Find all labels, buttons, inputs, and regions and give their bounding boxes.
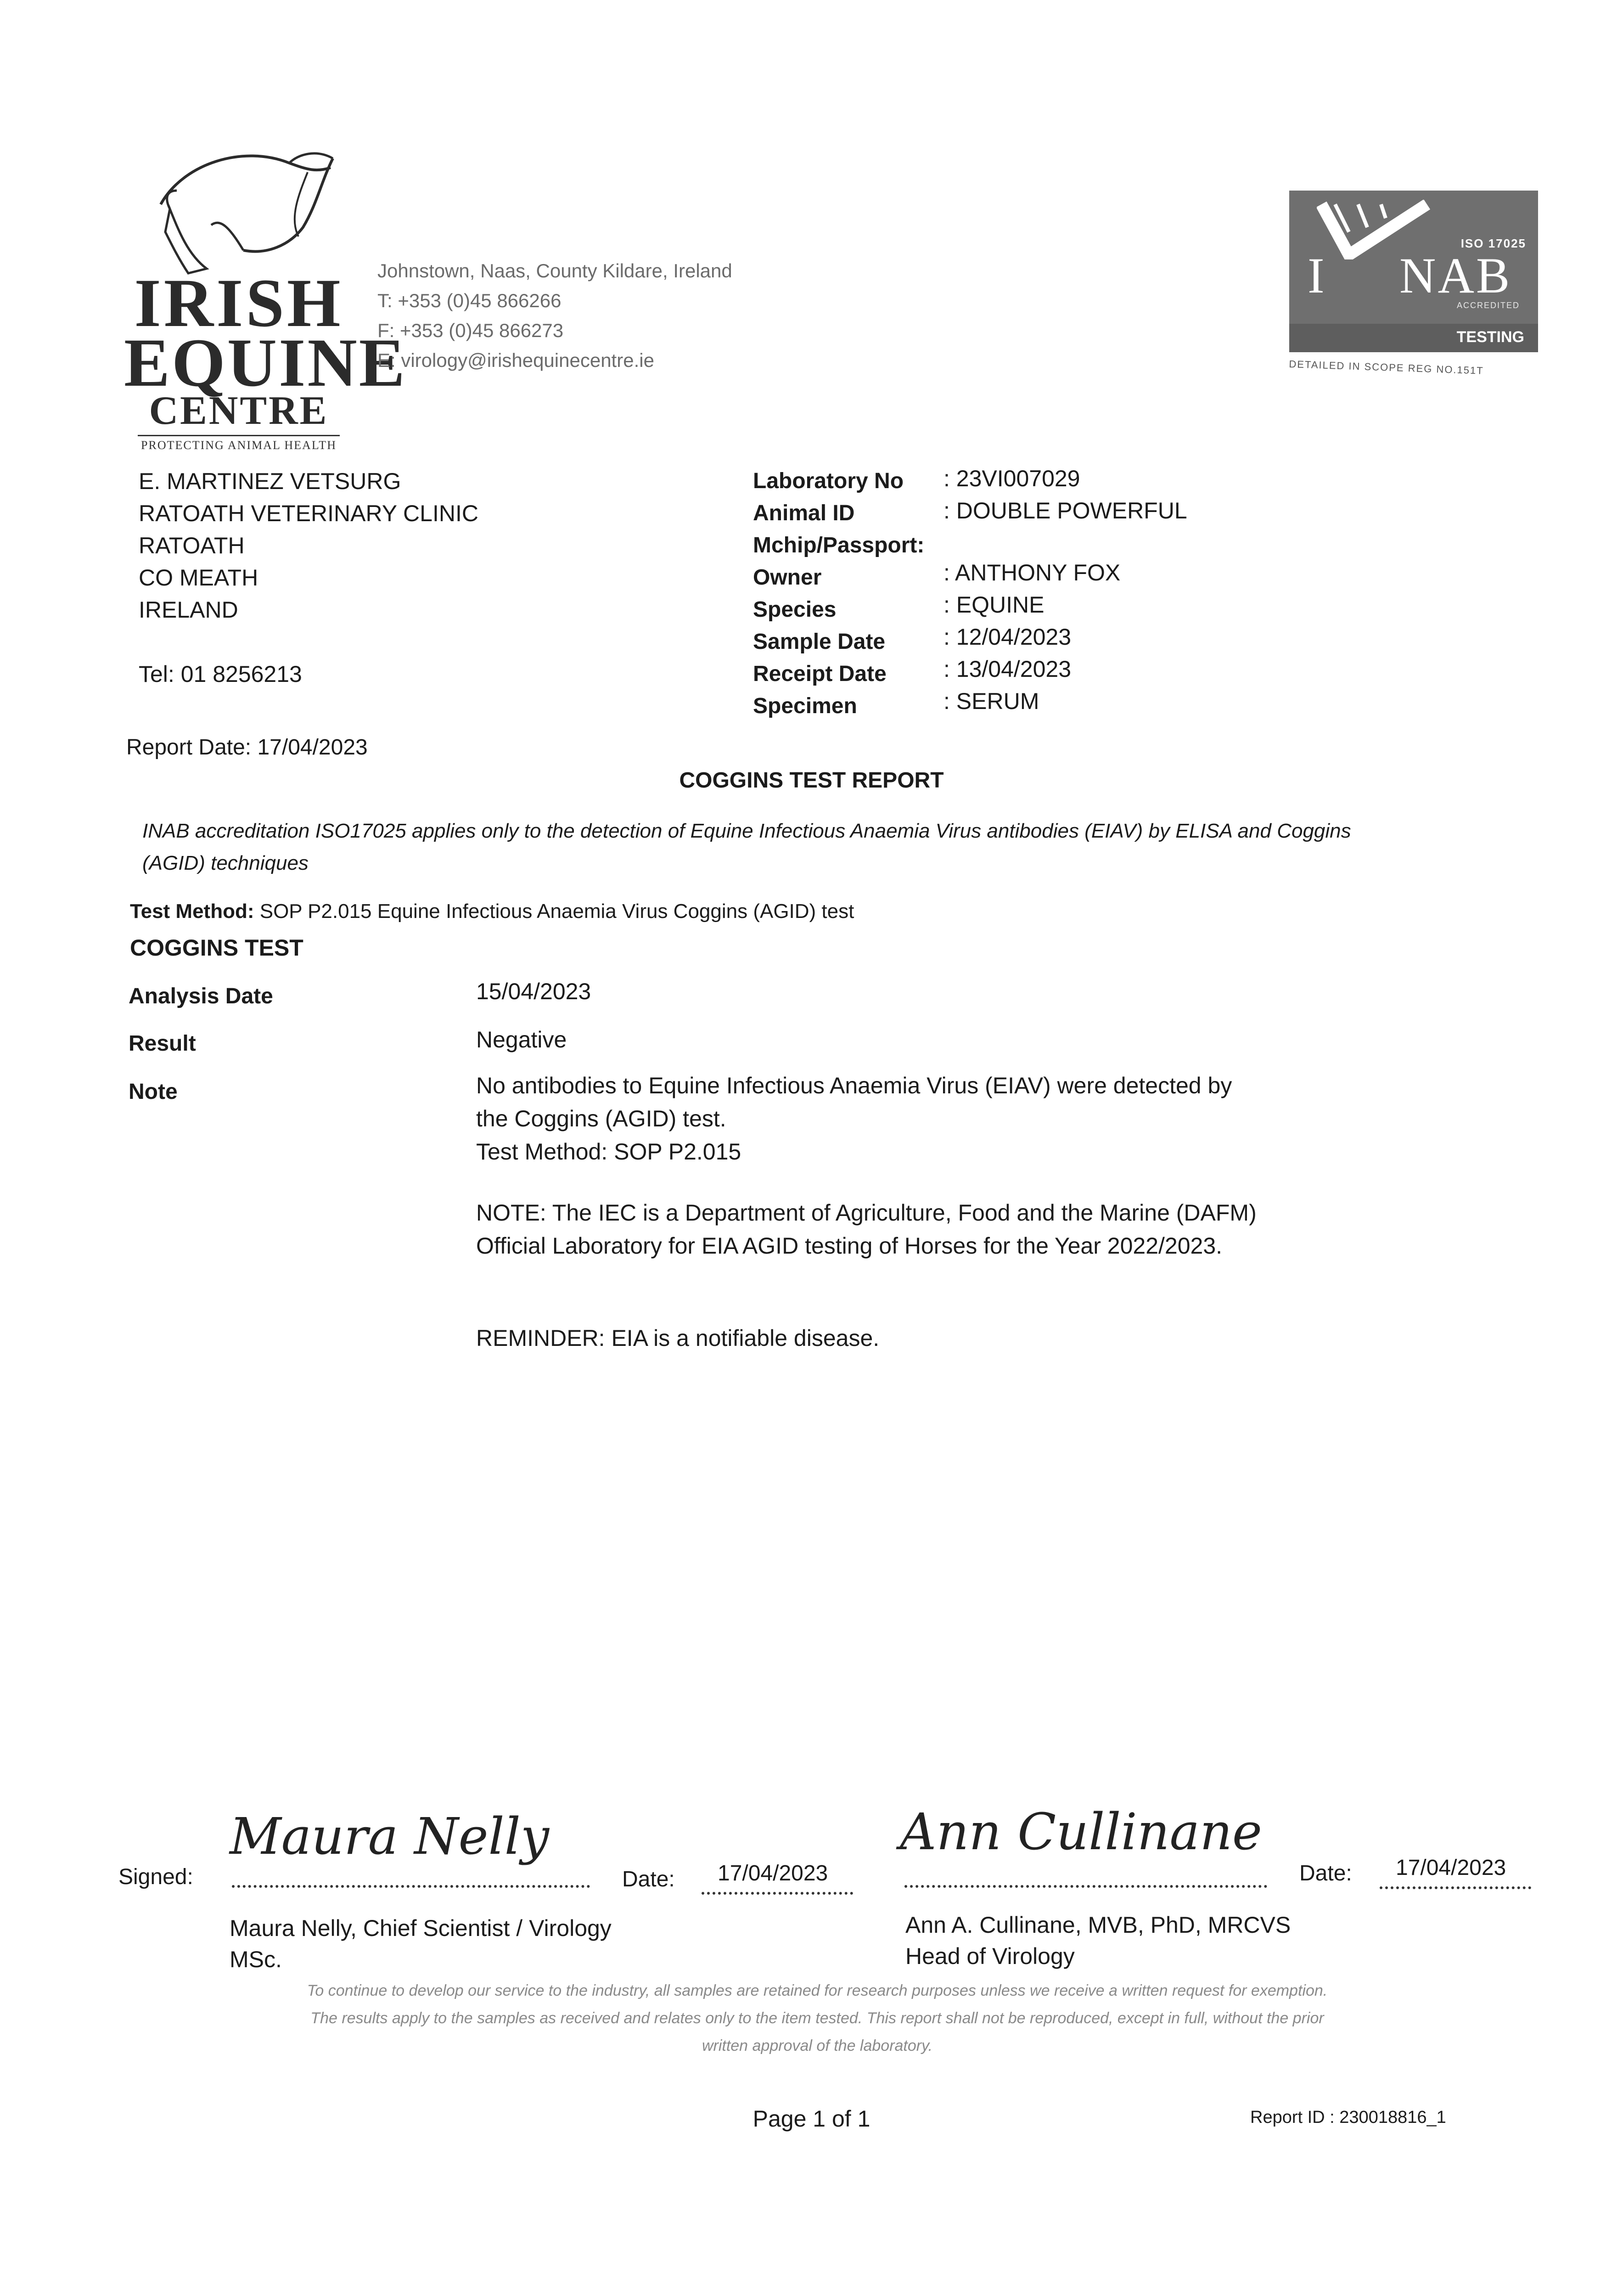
inab-letter: I bbox=[1308, 248, 1325, 304]
logo-tagline: PROTECTING ANIMAL HEALTH bbox=[141, 439, 337, 452]
detail-value: : DOUBLE POWERFUL bbox=[943, 498, 1187, 523]
inab-scope-text: DETAILED IN SCOPE REG NO.151T bbox=[1289, 358, 1484, 377]
result-value: Negative bbox=[476, 1027, 567, 1052]
recipient-tel: Tel: 01 8256213 bbox=[139, 661, 302, 687]
report-title: COGGINS TEST REPORT bbox=[679, 768, 944, 793]
disclaimer-line-1: To continue to develop our service to the industry, all samples are retained for research purposes unless we receive a written request for exemption. bbox=[307, 1982, 1328, 1999]
signatory-1-name: Maura Nelly, Chief Scientist / Virology bbox=[230, 1915, 612, 1941]
logo-divider bbox=[138, 435, 340, 436]
detail-label: Animal ID bbox=[753, 501, 855, 525]
signature-date-1: 17/04/2023 bbox=[718, 1861, 828, 1885]
signature-date-2: 17/04/2023 bbox=[1396, 1856, 1506, 1880]
detail-value: : 13/04/2023 bbox=[943, 656, 1072, 682]
signature-line bbox=[232, 1885, 590, 1888]
inab-iso-standard: ISO 17025 bbox=[1460, 236, 1526, 250]
logo-word-equine: EQUINE bbox=[124, 325, 407, 401]
page-number: Page 1 of 1 bbox=[753, 2106, 870, 2132]
recipient-name: E. MARTINEZ VETSURG bbox=[139, 468, 401, 494]
contact-fax: F: +353 (0)45 866273 bbox=[377, 320, 564, 341]
detail-label: Mchip/Passport: bbox=[753, 533, 925, 557]
signature-ann-cullinane: Ann Cullinane bbox=[900, 1802, 1263, 1861]
signatory-2-title: Head of Virology bbox=[905, 1943, 1075, 1969]
disclaimer-line-3: written approval of the laboratory. bbox=[702, 2037, 933, 2054]
accreditation-note: INAB accreditation ISO17025 applies only to the detection of Equine Infectious Anaemia Virus antibodies (EIAV) by ELISA and Coggins (AGID) techniques bbox=[142, 820, 1351, 874]
note-line-3: Test Method: SOP P2.015 bbox=[476, 1139, 741, 1165]
signature-line bbox=[904, 1885, 1267, 1888]
recipient-county: CO MEATH bbox=[139, 565, 258, 591]
irish-equine-centre-logo bbox=[124, 145, 407, 452]
detail-label: Laboratory No bbox=[753, 469, 904, 493]
analysis-date-value: 15/04/2023 bbox=[476, 979, 591, 1004]
contact-address: Johnstown, Naas, County Kildare, Ireland bbox=[377, 260, 732, 281]
disclaimer bbox=[174, 1977, 1460, 2060]
disclaimer-line-2: The results apply to the samples as received and relates only to the item tested. This report shall not be reproduced, except in full, without the prior bbox=[310, 2009, 1324, 2027]
recipient-town: RATOATH bbox=[139, 533, 245, 558]
report-id: Report ID : 230018816_1 bbox=[1250, 2108, 1446, 2127]
inab-accreditation-badge bbox=[1289, 191, 1538, 377]
detail-label: Owner bbox=[753, 565, 822, 590]
date-line bbox=[702, 1892, 853, 1895]
logo-word-centre: CENTRE bbox=[149, 388, 329, 433]
reminder-note: REMINDER: EIA is a notifiable disease. bbox=[476, 1325, 880, 1351]
test-method-line bbox=[130, 900, 854, 923]
date-line bbox=[1380, 1886, 1531, 1889]
logo-word-irish: IRISH bbox=[134, 265, 343, 341]
contact-email: E: virology@irishequinecentre.ie bbox=[377, 349, 654, 371]
test-heading: COGGINS TEST bbox=[130, 935, 303, 961]
test-method-value: SOP P2.015 Equine Infectious Anaemia Virus Coggins (AGID) test bbox=[254, 900, 854, 923]
test-method-label: Test Method: bbox=[130, 900, 254, 923]
horse-logo-icon bbox=[152, 145, 349, 278]
detail-value: : EQUINE bbox=[943, 592, 1045, 618]
note-line-2: the Coggins (AGID) test. bbox=[476, 1106, 726, 1131]
signature-maura-nelly: Maura Nelly bbox=[230, 1807, 550, 1866]
detail-label: Receipt Date bbox=[753, 662, 887, 686]
recipient-country: IRELAND bbox=[139, 597, 238, 623]
inab-testing-label: TESTING bbox=[1456, 328, 1524, 346]
dafm-note: NOTE: The IEC is a Department of Agriculture, Food and the Marine (DAFM) Official Laboratory for EIA AGID testing of Horses for the Year 2022/2023. bbox=[476, 1200, 1257, 1259]
signed-label: Signed: bbox=[118, 1865, 193, 1889]
inab-name: NAB bbox=[1399, 248, 1512, 304]
contact-phone: T: +353 (0)45 866266 bbox=[377, 290, 562, 311]
report-date: Report Date: 17/04/2023 bbox=[126, 735, 368, 760]
detail-value: : 12/04/2023 bbox=[943, 624, 1072, 650]
signatory-2-name: Ann A. Cullinane, MVB, PhD, MRCVS bbox=[905, 1912, 1291, 1938]
detail-label: Specimen bbox=[753, 694, 857, 718]
date-label: Date: bbox=[622, 1867, 675, 1891]
detail-value: : SERUM bbox=[943, 688, 1039, 714]
recipient-clinic: RATOATH VETERINARY CLINIC bbox=[139, 501, 478, 526]
note-line-1: No antibodies to Equine Infectious Anaemia Virus (EIAV) were detected by bbox=[476, 1073, 1232, 1098]
signatory-1-qualifications: MSc. bbox=[230, 1947, 282, 1972]
date-label: Date: bbox=[1299, 1861, 1352, 1885]
inab-accredited-label: ACCREDITED bbox=[1456, 301, 1520, 310]
detail-label: Sample Date bbox=[753, 630, 886, 654]
note-label: Note bbox=[129, 1080, 178, 1104]
detail-value: : ANTHONY FOX bbox=[943, 560, 1121, 585]
result-label: Result bbox=[129, 1031, 196, 1056]
detail-value: : 23VI007029 bbox=[943, 466, 1080, 491]
detail-label: Species bbox=[753, 597, 837, 622]
analysis-date-label: Analysis Date bbox=[129, 984, 273, 1008]
